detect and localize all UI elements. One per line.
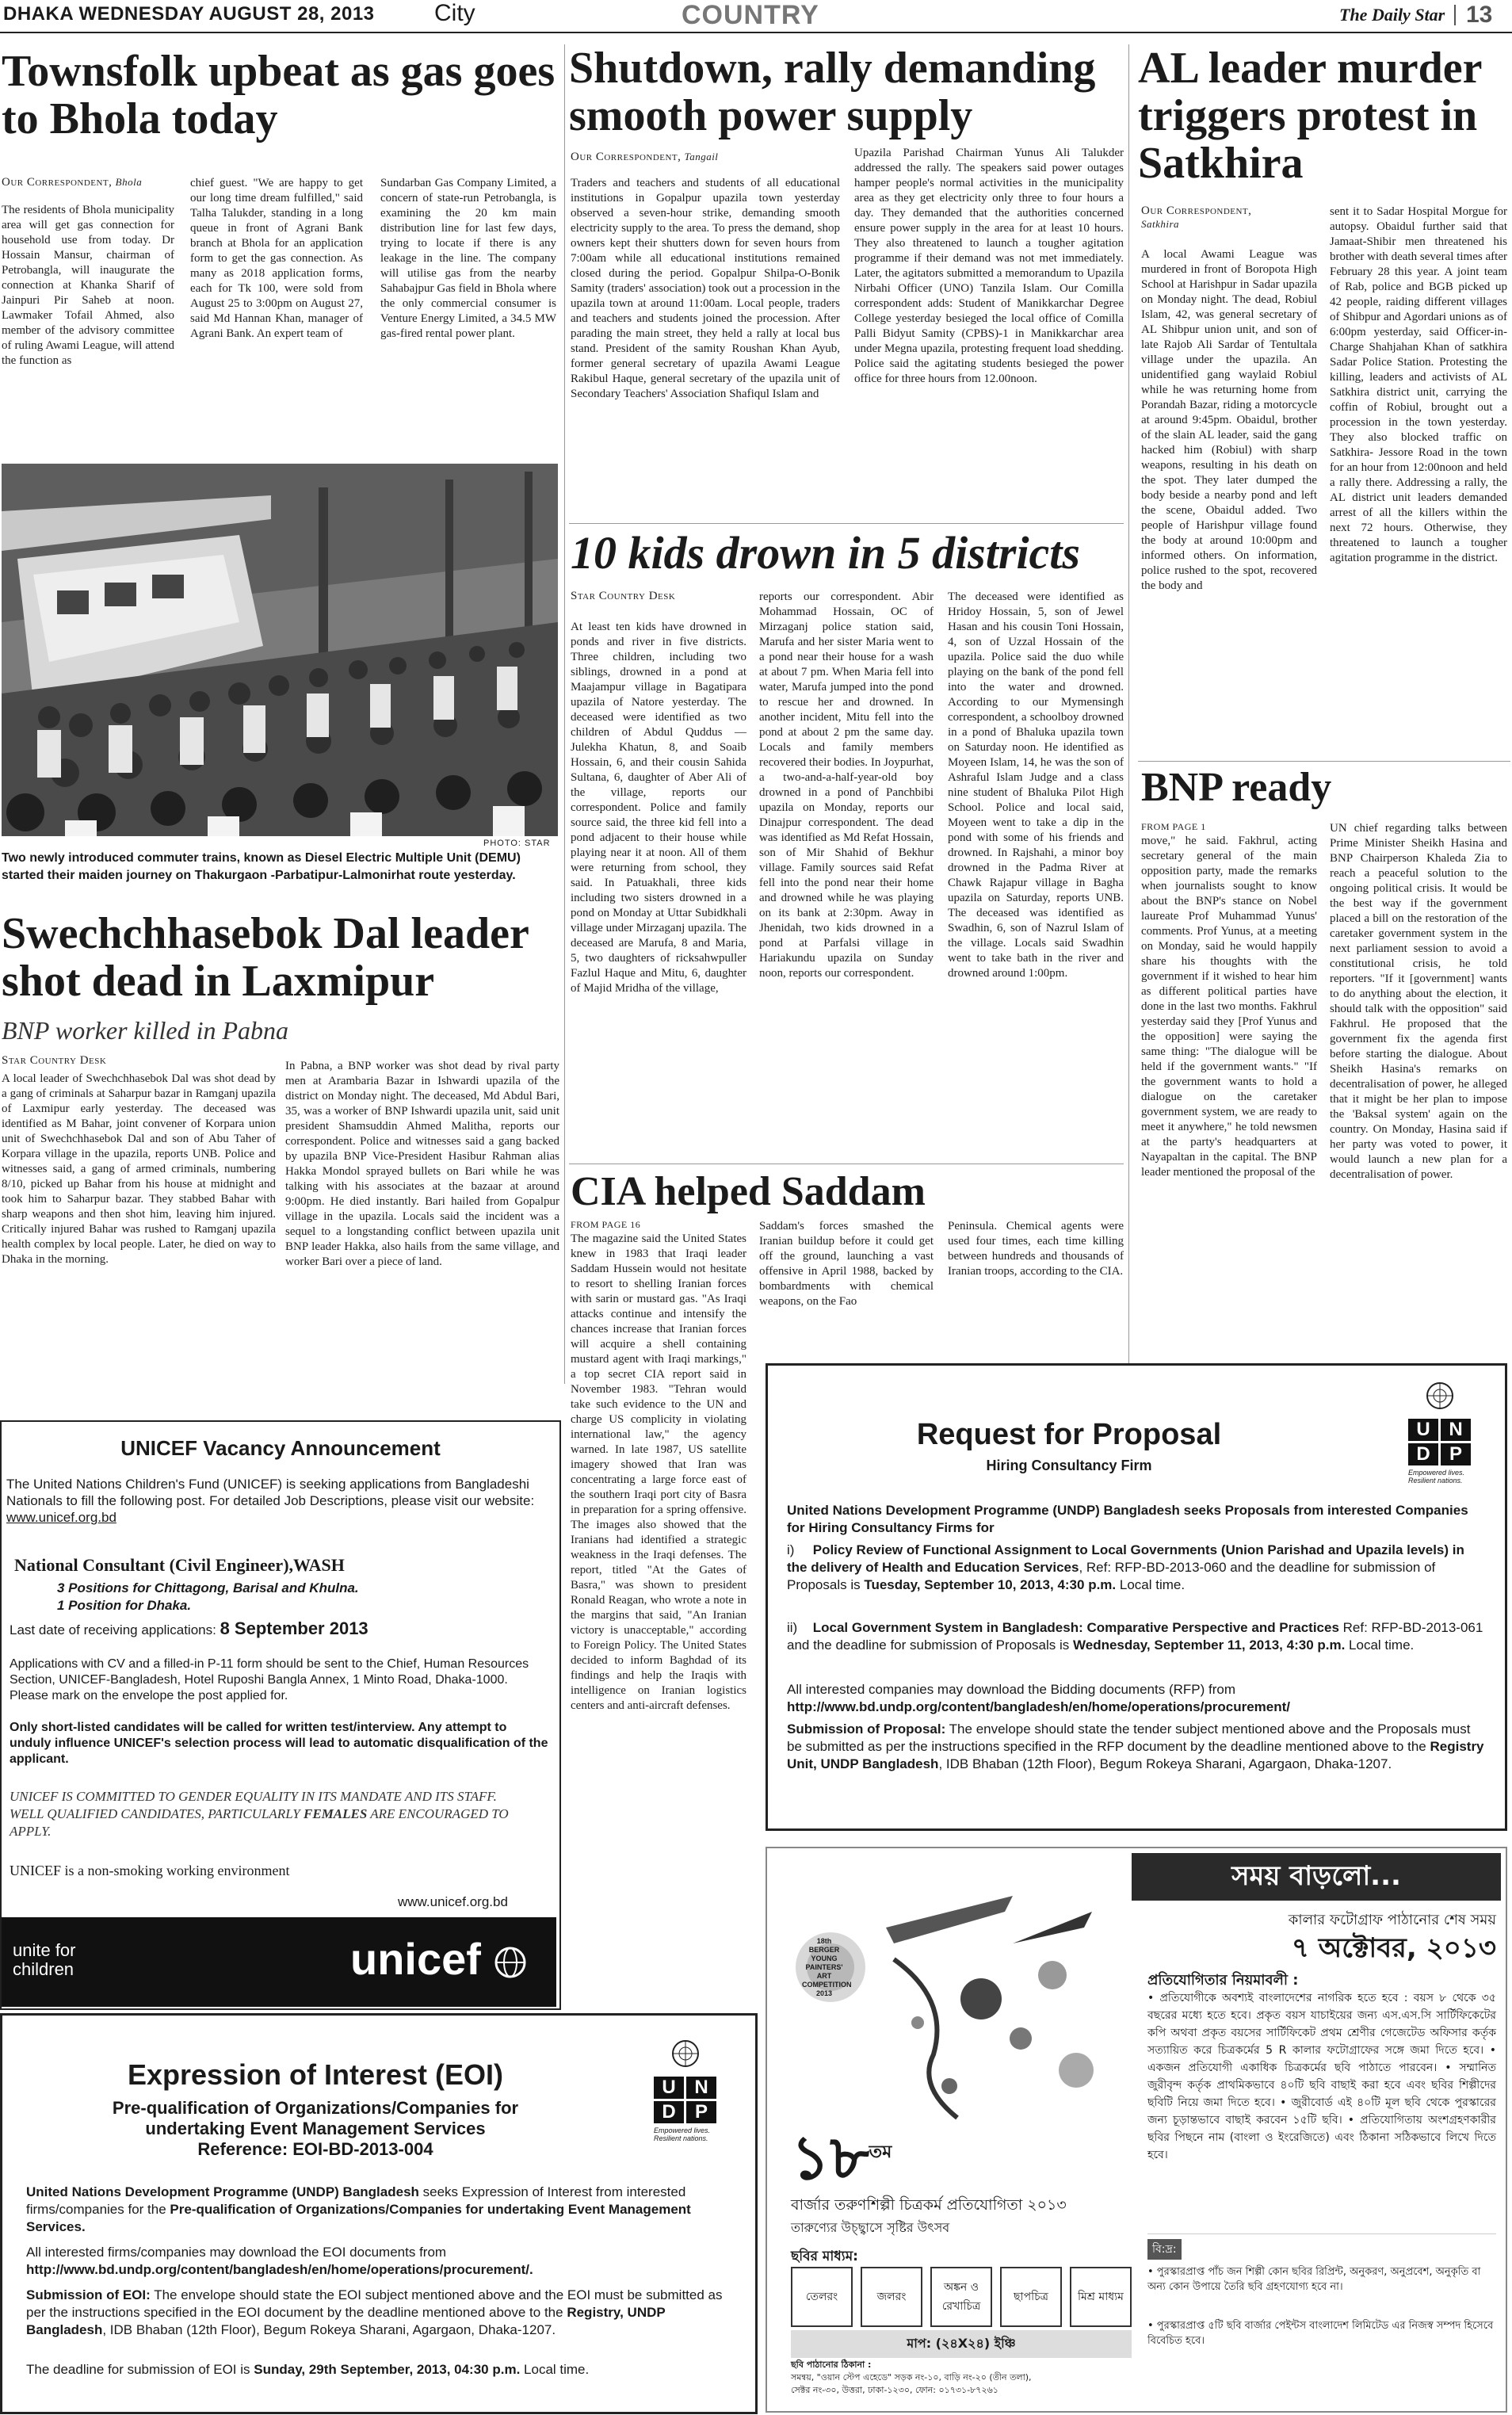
berger-note-2: • পুরস্কারপ্রাপ্ত ৫টি ছবি বার্জার পেইন্টস বাংলাদেশ লিমিটেড এর নিজস্ব সম্পদ হিসেবে বিবেচিত হবে।: [1147, 2320, 1494, 2347]
cia-col-1: The magazine said the United States knew in 1983 that Iraqi leader Saddam Hussein would not hesitate to resort to shelling Iranian forces with sarin or mustard gas. "As Iraqi attacks continue and intensify the chances increase that Iranian forces will acquire a shell containing mustard agent with Iraqi markings," a top secret CIA report said in November 1983. "Tehran would take such evidence to the UN and charge US complicity in violating international law," the agency warned. In late 1987, US satellite imagery showed that Iran was concentrating a large force east of the southern Iraqi port city of Basra in preparation for a spring offensive. The images also showed that the Iranians had identified a strategic weakness in the Iraqi defenses. The report, titled "At the Gates of Basra," was shown to president Ronald Reagan, who wrote a note in the margins that said, "An Iranian victory is unacceptable," according to Foreign Policy. The United States decided to inform Baghdad of its findings and help the Iraqis with intelligence on Iranian logistics centers and anti-aircraft defenses.: [571, 1232, 746, 1712]
rfp-item-1-tail: Local time.: [1119, 1577, 1186, 1592]
undp-letter: N: [1441, 1419, 1471, 1441]
eoi-sub-registry: Registry, UNDP Bangladesh: [26, 2305, 666, 2337]
byline-bhola: [2, 176, 142, 189]
kids-col-2: reports our correspondent. Abir Mohammad Hossain, OC of Mirzaganj police station said, Marufa and her sister Maria went to a pond near their house for a wash at about 7 pm. When Maria fell into water, Marufa jumped into the pond to rescue her and drowned. In another incident, Mitu fell into the pond at about 2 pm the same day. Locals and family members recovered their bodies. In Joypurhat, a two-and-a-half-year-old boy drowned in a pond of Panchbibi upazila on Monday, reports our Dinajpur correspondent. The dead was identified as Md Refat Hossain, son of Mir Shahid of Bekhur village. Family sources said Refat fell into the pond near their home and drowned while he was playing on its bank at 2:30pm. Away in Jhenidah, two kids drowned in a pond at Parfalsi village in Hariakundu upazila on Sunday noon, reports our correspondent.: [759, 590, 934, 980]
page-header: [0, 0, 1512, 33]
unicef-intro-text: The United Nations Children's Fund (UNICEF) is seeking applications from Bangladeshi Nationals to fill the following post. For detailed Job Descriptions, please visit our website:: [6, 1477, 535, 1508]
eoi-intro-text: seeks Expression of Interest from interested firms/companies for the: [26, 2184, 686, 2217]
berger-splash-art: [775, 1880, 1124, 2134]
column-rule: [564, 44, 565, 1384]
rfp-sub-label: Submission of Proposal:: [787, 1721, 946, 1737]
berger-note-title: বি:দ্র:: [1147, 2239, 1182, 2260]
laxmipur-col-1: A local leader of Swechchhasebok Dal was shot dead by a gang of criminals at Saharpur bazar in Ramganj upazila of Laxmipur early yesterday. The deceased was identified as M Bahar, joint convener of Korpara union unit of Swechchhasebok Dal and son of Abu Taher of Korpara village in the upazila, reports UNB. Police and witnesses said, a gang of armed criminals, numbering 8/10, picked up Bahar from his house at midnight and took him to Saharpur bazar. They stabbed Bahar with sharp weapons and then shot him, leaving him injured. Critically injured Bahar was rushed to Ramganj upazila health complex by local people. Later, he died on way to Dhaka in the morning.: [2, 1072, 276, 1266]
rfp-item-2-rest: Ref: RFP-BD-2013-061 and the deadline for submission of Proposals is: [787, 1620, 1483, 1653]
rfp-submission: [787, 1721, 1484, 1773]
eoi-download: [26, 2244, 724, 2279]
cia-from: FROM PAGE 16: [571, 1219, 641, 1230]
headline-bnp: BNP ready: [1141, 765, 1332, 810]
berger-media-title: ছবির মাধ্যম:: [791, 2249, 858, 2264]
eoi-submission: [26, 2287, 724, 2339]
satkhira-col-2: sent it to Sadar Hospital Morgue for autopsy. Obaidul further said that Jamaat-Shibir men threatened his brother with death several times after February 28 this year. A joint team of Rab, police and BGB picked up 42 people, raiding different villages of Shibpur and Agordari unions as of 6:00pm yesterday, said Officer-in-Charge Shahjahan Khan of satkhira Sadar Police Station. Protesting the killing, leaders and activists of AL Satkhira district unit, carrying the coffin of Robiul, brought out a procession in the town yesterday. They also blocked traffic on Satkhira- Jessore Road in the town for an hour from 12:00noon and held a rally there. Addressing a rally, the AL district unit leaders demanded arrest of all the killers within the next 72 hours. Otherwise, they threatened to launch a tougher agitation programme in the district.: [1330, 205, 1507, 564]
unicef-deadline-date: 8 September 2013: [220, 1618, 368, 1638]
rfp-title: Request for Proposal: [916, 1418, 1222, 1451]
photo-caption: Two newly introduced commuter trains, known as Diesel Electric Multiple Unit (DEMU) started their maiden journey on Thakurgaon -Parbatipur-Lalmonirhat route yesterday.: [2, 851, 521, 882]
undp-letter: N: [686, 2077, 716, 2099]
berger-badge-4: ART COMPETITION: [802, 1972, 852, 1989]
rfp-download: [787, 1681, 1484, 1716]
berger-media-drawing: অঙ্কন ও রেখাচিত্র: [930, 2267, 992, 2327]
berger-ad: [766, 1847, 1507, 2413]
byline-text: Our Correspondent,: [1141, 204, 1252, 217]
rfp-item-2: [787, 1619, 1484, 1654]
berger-address-2: সেক্টর নং-৩০, উত্তরা, ঢাকা-১২৩০, ফোন: ০১৭৩১-৮৭২৬১: [791, 2385, 998, 2395]
berger-date: ৭ অক্টোবর, ২০১৩: [1291, 1932, 1496, 1964]
berger-rules: • প্রতিযোগীকে অবশ্যই বাংলাদেশের নাগরিক হতে হবে : বয়স ৮ থেকে ৩৫ বছরের মধ্যে হতে হবে। প্রকৃত বয়স যাচাইয়ের জন্য এস.এস.সি সার্টিফিকেটের কপি অথবা প্রকৃত বয়সের সার্টিফিকেট প্রথম শ্রেণীর গেজেটেড অফিসার কর্তৃক সত্যায়িত করে চিত্রকর্মের 5 R কালার ফটোগ্রাফের সঙ্গে জমা দিতে হবে। • একজন প্রতিযোগী একাধিক চিত্রকর্মের ছবি পাঠাতে পারবেন। • সম্মানিত জুরীবৃন্দ কর্তৃক প্রাথমিকভাবে ৪০টি ছবি বাছাই করা হবে এবং ছবির শিল্পীদের ছবিটি নিয়ে জমা দিতে হবে। • জুরীবোর্ড এই ৪০টি মূল ছবি থেকে পুরস্কারের জন্য চূড়ান্তভাবে বাছাই করবেন ১৫টি ছবি। • প্রতিযোগিতায় অংশগ্রহণকারীর ছবির পিছনে নাম (বাংলা ও ইংরেজিতে) এবং ঠিকানা সঠিকভাবে লিখে দিতে হবে।: [1147, 1992, 1496, 2161]
unicef-title: UNICEF Vacancy Announcement: [120, 1436, 441, 1460]
berger-subtitle: কালার ফটোগ্রাফ পাঠানোর শেষ সময়: [1288, 1912, 1496, 1928]
unicef-equality-bold: FEMALES: [304, 1806, 368, 1821]
kids-col-1: At least ten kids have drowned in ponds and river in five districts. Three children, including two siblings, drowned in a pond at Maajampur village in Bagatipara upazila of Natore yesterday. The deceased were identified as two children of Abdul Quddus — Julekha Khatun, 8, and Soaib Hossain, 6, and their cousin Sahida Sultana, 6, daughter of Aber Ali of the village, reports our correspondent. Police and family source said, the three kid fell into a pond adjacent to their house while playing near it at noon. All of them were returning from school, they said. In Patuakhali, three kids including two sisters drowned in a pond on Monday at Uttar Subidkhali village under Mirzaganj upazila. The deceased are Marufa, 8 and Maria, 5, two daughters of ricksahwpuller Fazlul Haque and Mitu, 6, daughter of Majid Mridha of the village,: [571, 621, 746, 995]
berger-badge: [802, 1937, 852, 1998]
eoi-sub-text: The envelope should state the EOI subject mentioned above and the EOI must be submitted as per the instructions specified in the EOI document by the deadline mentioned above to the: [26, 2287, 723, 2320]
berger-banner: [1132, 1853, 1501, 1901]
unicef-smoke: UNICEF is a non-smoking working environment: [10, 1863, 290, 1878]
berger-note: [1147, 2233, 1496, 2348]
unicef-equality-2: ARE ENCOURAGED TO APPLY.: [10, 1806, 509, 1839]
section-title: COUNTRY: [682, 0, 819, 30]
rfp-intro: United Nations Development Programme (UNDP) Bangladesh seeks Proposals from interested Companies for Hiring Consultancy Firms for: [787, 1503, 1468, 1535]
train-photo-illustration: [2, 464, 558, 836]
unicef-tagline-2: children: [13, 1959, 74, 1979]
rfp-url-link[interactable]: http://www.bd.undp.org/content/bangladesh/en/home/operations/procurement/: [787, 1699, 1290, 1714]
un-emblem-icon: [1408, 1380, 1472, 1412]
rfp-item-2-date: Wednesday, September 11, 2013, 4:30 p.m.: [1073, 1637, 1346, 1653]
berger-media-watercolor: জলরং: [861, 2267, 922, 2327]
byline-shutdown: [571, 151, 718, 164]
satkhira-col-1: A local Awami League was murdered in front of Boropota High School at Harishpur in Sadar upazila on Monday night. The dead, Robiul Islam, 42, was general secretary of AL Shibpur union unit, and son of late Rajob Ali Sardar of Tentultala village under the upazila. An unidentified gang waylaid Robiul while he was returning home from Porandah Bazar, riding a motorcycle at around 9:45pm. Obaidul, brother of the slain AL leader, said the gang hacked him (Robiul) with sharp weapons, resulting in his death on the spot. They later dumped the body beside a nearby pond and left the scene, Obaidul added. Two people of Harishpur village found the body at around 10:00pm and informed others. On information, police rushed to the spot, recovered the body and: [1141, 248, 1317, 592]
eoi-intro: [26, 2184, 724, 2236]
berger-media-list: [791, 2267, 1132, 2327]
berger-badge-2: BERGER: [808, 1946, 840, 1954]
unicef-footer: [2, 1917, 556, 2007]
eoi-subheading: [2, 2098, 628, 2160]
rfp-ad: [766, 1363, 1507, 1831]
unicef-logo: [350, 1933, 528, 1985]
berger-address: [791, 2359, 1140, 2397]
headline-laxmipur: Swechchhasebok Dal leader shot dead in Laxmipur: [2, 909, 529, 1006]
bnp-col-2: UN chief regarding talks between Prime Minister Sheikh Hasina and BNP Chairperson Khaleda Zia to reach a peaceful solution to the ongoing political crisis. It would be the best way if the government placed a bill on the restoration of the caretaker government system in the next parliament session to avoid a constitutional crisis, he told reporters. "If it [government] wants to do anything about the election, it should talk with the opposition" said Fakhrul. He proposed that the government fix the agenda first before starting the dialogue. About Sheikh Hasina's remarks on decentralisation of power, he alleged that it might be her plan to impose the 'Baksal system' again on the country. On Monday, Hasina said if her party was voted to power, it would launch a new plan for a decentralisation of power.: [1330, 822, 1507, 1181]
section-city: City: [434, 0, 475, 26]
headline-shutdown: Shutdown, rally demanding smooth power supply: [569, 44, 1096, 140]
byline-place: Satkhira: [1141, 218, 1180, 230]
berger-media-mixed: মিশ্র মাধ্যম: [1070, 2267, 1132, 2327]
berger-badge-1: 18th: [816, 1937, 832, 1945]
train-photo: [2, 464, 558, 836]
rfp-undp-logo: [1408, 1380, 1472, 1485]
undp-letter: D: [654, 2101, 684, 2123]
column-rule: [1128, 44, 1129, 1384]
berger-address-1: সমন্বয়, "ওয়ান স্টেপ এহেডে" সড়ক নং-১০, বাড়ি নং-২০ (তীন তলা),: [791, 2372, 1032, 2383]
berger-big-sup: তম: [869, 2142, 892, 2162]
headline-cia: CIA helped Saddam: [571, 1169, 926, 1214]
byline-text: Our Correspondent,: [571, 151, 682, 163]
rfp-item-2-bold: Local Government System in Bangladesh: Comparative Perspective and Practices: [812, 1620, 1339, 1635]
berger-note-1: • পুরস্কারপ্রাপ্ত পাঁচ জন শিল্পী কোন ছবির রিপ্রিন্ট, অনুকরণ, অনুপ্রবেশ, অনুকৃতি বা অন্য কোন উপায়ে তৈরি ছবি গ্রহণযোগ্য হবে না।: [1147, 2266, 1481, 2293]
paper-name: The Daily Star: [1339, 5, 1445, 25]
byline-place: Bhola: [115, 176, 143, 188]
subhead-pabna: BNP worker killed in Pabna: [2, 1016, 289, 1045]
rfp-download-text: All interested companies may download the Bidding documents (RFP) from: [787, 1682, 1235, 1697]
shutdown-col-1: Traders and teachers and students of all educational institutions in Gopalpur upazila town yesterday observed a seven-hour strike, demanding smooth electricity supply to the area. To press the demand, shop owners kept their shutters down for seven hours from 7:00am while all educational institutions remained closed during the period. Gopalpur Shilpa-O-Bonik Samity (traders' association) took out a procession in the upazila town at around 11:00am. Local people, traders and teachers and students joined the procession. After parading the main street, they held a rally at local bus stand. President of the samity Roushan Khan Ayub, former general secretary of upazila Awami League Rakibul Haque, general secretary of the upazila unit of Secondary Teachers' Association Shafiqul Islam and: [571, 177, 840, 400]
bnp-from: FROM PAGE 1: [1141, 821, 1206, 832]
undp-tagline: Empowered lives. Resilient nations.: [654, 2126, 711, 2142]
eoi-deadline: [26, 2361, 724, 2379]
rfp-item-1-num: i): [787, 1542, 795, 1557]
rfp-item-1-rest: , Ref: RFP-BD-2013-060 and the deadline for submission of Proposals is: [787, 1560, 1436, 1592]
bnp-col-1: move," he said. Fakhrul, acting secretary general of the main opposition party, made the remarks when journalists sought to know about the BNP's stance on Nobel laureate Prof Muhammad Yunus' comments. Prof Yunus, at a meeting on Monday, said he would happily share his thoughts with the government if it wished to hear him as different political parties have done in the last two months. Fakhrul yesterday said they [Prof Yunus and the opposition] were saying the same thing: "The dialogue will be held if the government wants." "If the government wants to hold a dialogue on the caretaker government system, we are ready to meet it anywhere," he told newsmen at the party's headquarters at Nayapaltan in the capital. The BNP leader mentioned the proposal of the: [1141, 835, 1317, 1179]
rfp-sub-address: , IDB Bhaban (12th Floor), Begum Rokeya Sharani, Agargaon, Dhaka-1207.: [938, 1756, 1392, 1771]
unicef-equality-1: UNICEF IS COMMITTED TO GENDER EQUALITY IN ITS MANDATE AND ITS STAFF. WELL QUALIFIED CANDIDATES, PARTICULARLY: [10, 1789, 497, 1821]
unicef-positions-2: 1 Position for Dhaka.: [57, 1598, 192, 1613]
eoi-ad: [0, 2013, 758, 2414]
unicef-deadline-label: Last date of receiving applications:: [10, 1622, 216, 1637]
eoi-sub-address: , IDB Bhaban (12th Floor), Begum Rokeya Sharani, Agargaon, Dhaka-1207.: [102, 2322, 556, 2337]
undp-letters: [1408, 1419, 1472, 1465]
byline-kids: Star Country Desk: [571, 590, 676, 602]
byline-text: Our Correspondent,: [2, 176, 113, 189]
eoi-url-link[interactable]: http://www.bd.undp.org/content/bangladesh/en/home/operations/procurement/.: [26, 2262, 533, 2277]
unicef-globe-icon: [493, 1945, 528, 1980]
divider: [1454, 5, 1456, 25]
berger-media-oil: তেলরং: [791, 2267, 853, 2327]
unicef-tagline: [13, 1941, 76, 1979]
unicef-ad: [0, 1420, 561, 2010]
eoi-line-3: undertaking Event Management Services: [145, 2119, 486, 2138]
berger-big-num: ১৮: [791, 2122, 869, 2193]
bhola-col-3: Sundarban Gas Company Limited, a concern of state-run Petrobangla, is examining the 20 km main distribution line for last few days, trying to locate if there is any leakage in the line. The company will utilise gas from the nearby Sahabajpur Gas field in Bhola where the only commercial consumer is Venture Energy Limited, a 34.5 MW gas-fired rental power plant.: [380, 177, 556, 340]
unicef-url[interactable]: www.unicef.org.bd: [398, 1894, 508, 1909]
unicef-position: National Consultant (Civil Engineer),WASH: [14, 1555, 345, 1575]
berger-big-number: [791, 2121, 892, 2193]
byline-laxmipur: Star Country Desk: [2, 1054, 107, 1067]
bhola-col-1: The residents of Bhola municipality area will get gas connection for household use from today. Dr Hossain Mansur, chairman of Petrobangla, will inaugurate the connection at Khanka Sharif of Jainpuri Pir Saheb at noon. Lawmaker Tofail Ahmed, also member of the advisory committee of ruling Awami League, will attend the function as: [2, 204, 174, 367]
eoi-line-2: Pre-qualification of Organizations/Companies for: [112, 2098, 519, 2118]
undp-letter: D: [1408, 1443, 1438, 1465]
unicef-tagline-1: unite for: [13, 1940, 76, 1960]
dateline: DHAKA WEDNESDAY AUGUST 28, 2013: [3, 3, 375, 25]
berger-size: মাপ: (২৪X২৪) ইঞ্চি: [791, 2330, 1132, 2358]
eoi-reference: Reference: EOI-BD-2013-004: [197, 2139, 433, 2159]
unicef-deadline: [10, 1618, 368, 1639]
laxmipur-col-2: In Pabna, a BNP worker was shot dead by rival party men at Arambaria Bazar in Ishwardi upazila of the district on Monday night. The deceased, Md Abdul Bari, 35, was a worker of BNP Ishwardi upazila unit, said unit president Shamsuddin Ahmed Malitha, reports our correspondent. Police and witnesses said a gang backed by upazila BNP Vice-President Hasibur Rahman alias Hakka Mondol sprayed bullets on Bari while he was talking with his associates at the bazaar at around 9:00pm. He died instantly. Bari hailed from Gopalpur village in the upazila. Locals said the incident was a sequel to a longstanding conflict between upazila unit BNP leader Hakka, also hails from the same village, and worker Bari over a piece of land.: [285, 1060, 559, 1268]
unicef-equality: [10, 1788, 517, 1840]
eoi-download-text: All interested firms/companies may download the EOI documents from: [26, 2245, 447, 2260]
rfp-item-1-bold: Policy Review of Functional Assignment to Local Governments (Union Parishad and Upazila levels) in the delivery of Health and Education Services: [787, 1542, 1464, 1575]
undp-letter: P: [686, 2101, 716, 2123]
undp-letters: [654, 2077, 717, 2123]
unicef-intro: [6, 1476, 553, 1526]
undp-letter: U: [654, 2077, 684, 2099]
eoi-intro-bold: United Nations Development Programme (UNDP) Bangladesh: [26, 2184, 419, 2199]
rfp-item-1: [787, 1542, 1484, 1594]
undp-letter: P: [1441, 1443, 1471, 1465]
eoi-title: Expression of Interest (EOI): [127, 2058, 504, 2091]
kids-col-3: The deceased were identified as Hridoy Hossain, 5, son of Jewel Hasan and his cousin Toni Hossain, 4, son of Uzzal Hossain of the upazila. Police said the duo while playing on the bank of the pond fell into the water and drowned. According to our Mymensingh correspondent, a schoolboy drowned in a pond of Bhaluka upazila town on Saturday noon. He identified as Moyeen Islam, 14, he was the son of Ashraful Islam Judge and a class nine student of Bhaluka Pilot High School. Police and local said, Moyeen went to take a dip in the pond with some of his friends and drowned. In Rajshahi, a minor boy drowned in the Padma River at Chawk Rajapur village in Bagha upazila on Saturday, reports UNB. The deceased was identified as Swadhin, 6, son of Nazrul Islam of the village. Locals said Swadhin went to take bath in the river and drowned around 1:00pm.: [948, 590, 1124, 980]
headline-kids: 10 kids drown in 5 districts: [571, 527, 1080, 579]
eoi-intro-bold-2: Pre-qualification of Organizations/Companies for undertaking Event Management Services.: [26, 2202, 691, 2234]
berger-badge-3: YOUNG PAINTERS': [805, 1955, 843, 1971]
rfp-item-1-date: Tuesday, September 10, 2013, 4:30 p.m.: [864, 1577, 1117, 1592]
rfp-sub-registry: Registry Unit, UNDP Bangladesh: [787, 1739, 1484, 1771]
undp-tagline: Empowered lives. Resilient nations.: [1408, 1469, 1465, 1485]
cia-col-2: Saddam's forces smashed the Iranian buildup before it could get off the ground, launching a vast offensive in April 1988, backed by bombardments with chemical weapons, on the Fao: [759, 1220, 934, 1308]
cia-col-3: Peninsula. Chemical agents were used four times, each time killing between hundreds and thousands of Iranian troops, according to the CIA.: [948, 1220, 1124, 1278]
unicef-website-link[interactable]: www.unicef.org.bd: [6, 1510, 116, 1525]
byline-satkhira: [1141, 204, 1315, 231]
rfp-sub-text: The envelope should state the tender subject mentioned above and the Proposals must be submitted as per the instructions specified in the RFP document by the deadline mentioned above to the: [787, 1721, 1471, 1754]
unicef-logo-text: unicef: [350, 1934, 481, 1984]
photo-credit: PHOTO: STAR: [483, 839, 551, 848]
headline-bhola: Townsfolk upbeat as gas goes to Bhola today: [2, 47, 556, 143]
story-rule: [1138, 761, 1510, 762]
unicef-positions-1: 3 Positions for Chittagong, Barisal and Khulna.: [57, 1580, 359, 1595]
headline-satkhira: AL leader murder triggers protest in Satkhira: [1138, 44, 1482, 188]
rfp-item-2-num: ii): [787, 1620, 798, 1635]
unicef-apply: Applications with CV and a filled-in P-11 form should be sent to the Chief, Human Resources Section, UNICEF-Bangladesh, Hotel Ruposhi Bangla Annex, 1 Minto Road, Dhaka-1000. Please mark on the envelope the post applied for.: [10, 1657, 529, 1702]
berger-badge-5: 2013: [815, 1989, 833, 1997]
berger-media-print: ছাপচিত্র: [1000, 2267, 1062, 2327]
rfp-item-2-tail: Local time.: [1349, 1637, 1415, 1653]
eoi-sub-label: Submission of EOI:: [26, 2287, 151, 2302]
eoi-deadline-date: Sunday, 29th September, 2013, 04:30 p.m.: [254, 2362, 521, 2377]
berger-address-title: ছবি পাঠানোর ঠিকানা :: [791, 2360, 872, 2370]
undp-letter: U: [1408, 1419, 1438, 1441]
un-emblem-icon: [654, 2038, 717, 2069]
eoi-deadline-text: The deadline for submission of EOI is: [26, 2362, 254, 2377]
berger-rules-title: প্রতিযোগিতার নিয়মাবলী :: [1147, 1972, 1299, 1989]
eoi-deadline-tail: Local time.: [520, 2362, 590, 2377]
berger-competition-name: বার্জার তরুণশিল্পী চিত্রকর্ম প্রতিযোগিতা ২০১৩: [791, 2196, 1067, 2214]
rfp-subtitle: Hiring Consultancy Firm: [986, 1458, 1152, 1473]
eoi-undp-logo: [654, 2038, 717, 2142]
bhola-col-2: chief guest. "We are happy to get our long time dream fulfilled," said Talha Talukder, standing in a long queue in front of Agrani Bank branch at Bhola for an application form to get the gas connection. As many as 2018 application forms, each for Tk 100, were sold from August 25 to 3:00pm on August 27, said Md Hannan Khan, manager of Agrani Bank. An expert team of: [190, 177, 363, 340]
berger-competition-sub: তারুণ্যের উচ্ছ্বাসে সৃষ্টির উৎসব: [791, 2220, 950, 2235]
berger-banner-text: সময় বাড়লো...: [1231, 1860, 1401, 1892]
page-number: 13: [1466, 2, 1493, 28]
unicef-shortlist: Only short-listed candidates will be called for written test/interview. Any attempt to unduly influence UNICEF's selection process will lead to automatic disqualification of the applicant.: [10, 1721, 548, 1766]
byline-place: Tangail: [684, 151, 719, 162]
story-rule: [569, 523, 1124, 524]
shutdown-col-2: Upazila Parishad Chairman Yunus Ali Talukder addressed the rally. The speakers said power outages hamper people's normal activities in the municipality area as they get electricity only three to four hours a day. They demanded that the authorities concerned ensure power supply in the area for at least 10 hours. They also threatened to launch a tougher agitation programme if their demand was not met immediately. Later, the agitators submitted a memorandum to Upazila Nirbahi Officer (UNO) Tanzila Islam. Our Comilla correspondent adds: Student of Manikkarchar Degree College yesterday besieged the local office of Comilla Palli Bidyut Samity (CPBS)-1 in Manikkarchar area under Megna upazila, protesting frequent load shedding. Police said the agitating students besieged the power office for three hours from 12.00noon.: [854, 147, 1124, 385]
